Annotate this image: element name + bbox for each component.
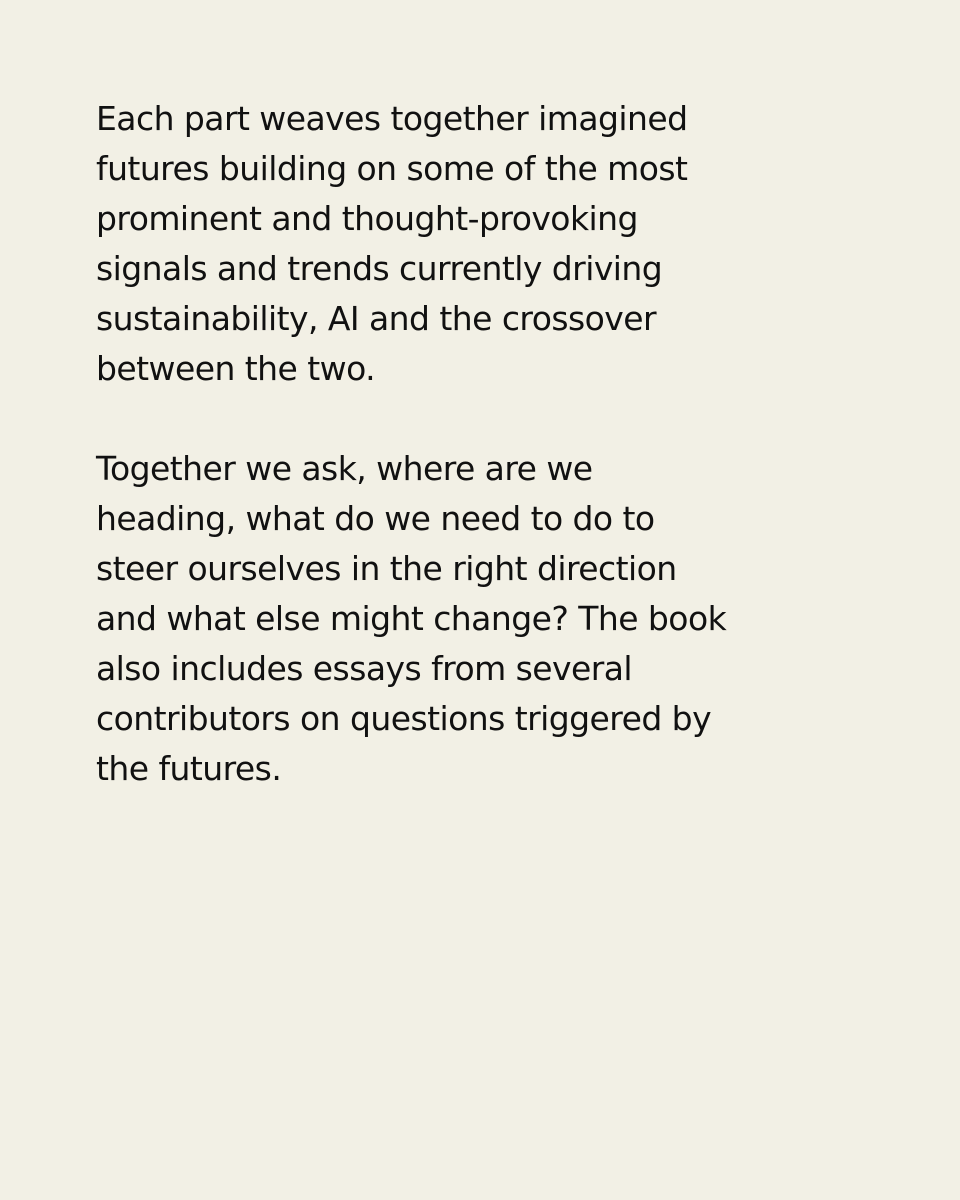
paragraph-2-line-3: steer ourselves in the right direction [96, 549, 677, 588]
paragraph-2-line-6: contributors on questions triggered by [96, 699, 712, 738]
paragraph-1-line-3: prominent and thought-provoking [96, 199, 638, 238]
paragraph-1-line-4: signals and trends currently driving [96, 249, 663, 288]
paragraph-2-line-4: and what else might change? The book [96, 599, 727, 638]
paragraph-1-line-1: Each part weaves together imagined [96, 99, 688, 138]
paragraph-1-line-6: between the two. [96, 349, 376, 388]
paragraph-2-line-5: also includes essays from several [96, 649, 633, 688]
paragraph-1-line-5: sustainability, AI and the crossover [96, 299, 657, 338]
paragraph-2-line-1: Together we ask, where are we [96, 449, 593, 488]
paragraph-1-line-2: futures building on some of the most [96, 149, 688, 188]
paragraph-2 [96, 444, 886, 794]
paragraph-2-line-2: heading, what do we need to do to [96, 499, 655, 538]
text-content [96, 94, 886, 794]
paragraph-2-line-7: the futures. [96, 749, 282, 788]
paragraph-1 [96, 94, 886, 394]
